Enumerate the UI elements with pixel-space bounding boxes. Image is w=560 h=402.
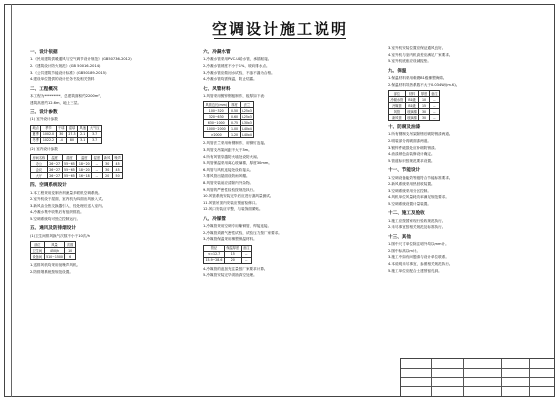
table-cell: 26~27 (49, 161, 61, 166)
table-cell: 1022.2 (42, 138, 55, 143)
table-cell: 0.50 (230, 108, 239, 113)
note-line: 1.送排风机均采用低噪声风机。 (30, 263, 81, 268)
note-line: 3.风管支吊架间距不大于3m。 (203, 148, 252, 152)
note-line: 2.风管法兰采用角钢制作，用铆钉连接。 (203, 141, 268, 146)
note-line: 2.保温材料导热系数不大于0.034W/(m.K)。 (388, 82, 460, 87)
section-heading: 八、冷媒管 (203, 216, 226, 222)
table-cell: 50 (112, 173, 122, 179)
note-line: 1.本工程采用变制冷剂流量多联机空调系统。 (30, 190, 102, 195)
table-cell: 450/h (44, 248, 65, 254)
table-cell: 厚度 (420, 91, 428, 96)
table-cell: 干球 (58, 126, 65, 131)
note-line: 10.风管系统安装完毕后应进行漏风量测试。 (203, 194, 274, 199)
table-cell: 30 (56, 131, 66, 137)
table-cell: 15.9~28.6 (205, 258, 223, 263)
note-line: 4.油漆颜色由装修设计确定。 (388, 152, 435, 157)
table-cell: <=12.7 (204, 251, 225, 257)
table-row (31, 137, 102, 143)
table-cell: 27.3 (68, 132, 76, 137)
table-cell: B1级 (405, 97, 419, 103)
table-cell: 玻璃棉 (407, 115, 417, 120)
table-cell: 30 (102, 167, 112, 173)
table-cell: 0.60 (230, 114, 239, 119)
table-cell: 大厅 (31, 173, 48, 179)
table-cell: 冷凝水管 (390, 97, 404, 102)
note-line: 5.风管保温采用离心玻璃棉，厚度30mm。 (203, 161, 272, 166)
note-line: 3.施工中如有问题请与设计单位联系。 (388, 255, 449, 260)
note-line: 2.未尽事宜按相关规范及标准执行。 (388, 225, 446, 230)
table-row (31, 173, 123, 179)
note-line: 1.施工应按国家现行验收规范执行。 (388, 218, 446, 223)
title-block (400, 358, 555, 397)
section-heading: 五、通风及防排烟设计 (30, 226, 76, 232)
table-cell: 湿度 (93, 155, 101, 160)
table-cell: 冬季 (32, 138, 39, 143)
table-cell: 3.7 (88, 131, 102, 137)
binding-margin (4, 4, 12, 397)
section-heading: 十三、其他 (388, 234, 411, 240)
note-line: 4.所有风管穿越防火墙处设防火阀。 (203, 154, 261, 159)
note-line: 2.防排烟系统按规范设置。 (30, 269, 73, 274)
section-heading: 三、设计参数 (30, 110, 58, 115)
note-line: 4.冷凝水管均需保温，防止结露。 (203, 77, 257, 82)
spec-table (30, 125, 102, 144)
title-block-divider (501, 359, 502, 396)
table-cell: 卫生间 (32, 248, 43, 253)
table-cell: 30 (419, 109, 429, 115)
note-line: 1.冷凝水管采用PVC-U给水管，承插粘接。 (203, 57, 272, 62)
note-line: 4.风机单位风量耗功率满足规范要求。 (388, 195, 449, 200)
table-cell: 3.7 (88, 137, 102, 143)
table-cell: 1.00 (230, 126, 239, 131)
note-line: 2.冷媒管须做气密性试验，试验压力按厂家要求。 (203, 230, 282, 235)
table-cell: 80 (66, 137, 77, 143)
table-cell: L30x3 (242, 120, 252, 125)
note-line: 12.风口安装应平整，与装饰面紧贴。 (203, 207, 263, 212)
note-line: 2.冷凝水管坡度不小于1%，坡向排水点。 (203, 64, 270, 68)
table-cell: 16~18 (78, 173, 90, 178)
table-cell: 办公 (31, 161, 48, 167)
table-cell: 0.75 (230, 120, 239, 125)
note-line: 5.施工单位应配合土建预留孔洞。 (388, 268, 442, 273)
section-heading: 四、空调系统设计 (30, 183, 67, 189)
table-cell: >2000 (204, 132, 229, 138)
note-line: 3.室外机安装位置应保证通风良好。 (388, 46, 446, 50)
table-cell: 100~320 (204, 108, 229, 114)
table-cell: 510~1500 (46, 254, 63, 259)
table-cell: 部位 (31, 242, 45, 248)
notes-column-3 (388, 46, 548, 275)
table-cell: L25x3 (242, 108, 252, 113)
table-cell: -- (241, 257, 251, 263)
table-row (389, 115, 440, 121)
title-block-rule (401, 386, 554, 387)
note-line: 5.空调系统设置计量装置。 (388, 201, 431, 206)
table-cell: 冷媒管 (389, 103, 406, 109)
table-cell: 季节 (41, 125, 56, 131)
table-row (204, 132, 254, 138)
note-line: 5.室外机底座应设减振垫。 (388, 59, 431, 64)
section-heading: 九、保温 (388, 68, 407, 74)
table-cell: 风管边长(mm) (205, 102, 227, 107)
table-cell: 10 (65, 248, 75, 254)
table-cell: 噪声 (114, 155, 121, 160)
table-cell: 55~65 (64, 173, 75, 178)
note-line: 2.《建筑设计防火规范》(GB 50016-2014) (30, 64, 101, 68)
spec-table (388, 90, 440, 121)
spec-table (203, 101, 254, 138)
title-block-rule (401, 377, 554, 378)
table-cell: 风速 (79, 126, 86, 131)
table-cell: 30 (419, 115, 429, 121)
note-line: 4.本说明未尽事宜，参照相关规范执行。 (388, 261, 453, 266)
table-cell: 温度 (47, 155, 62, 161)
note-line: 1.《民用建筑供暖通风与空气调节设计规范》(GB50736-2012) (30, 57, 132, 62)
table-cell: 备注 (243, 246, 250, 251)
note-line: 1.保温材料采用难燃B1级橡塑海绵。 (388, 76, 447, 80)
table-cell: 管径 (204, 245, 225, 251)
table-cell: 法兰 (240, 102, 254, 108)
note-line: 本工程为*********，总建筑面积约2200m²， (30, 94, 104, 98)
table-cell: 26~27 (49, 167, 61, 172)
table-cell: 湿度 (62, 155, 77, 161)
table-cell: 45 (112, 167, 122, 173)
spec-table (203, 245, 252, 264)
table-cell: 30 (102, 161, 112, 167)
table-cell: 55~65 (64, 167, 75, 172)
note-line: 9.风管的严密性检验按规范执行。 (203, 187, 257, 192)
note-line: 3.《公共建筑节能设计标准》(GB50189-2015) (30, 70, 107, 75)
table-cell: -4 (56, 137, 66, 143)
table-cell: 10 (419, 97, 429, 103)
table-cell: -- (429, 115, 439, 121)
table-cell: 320~630 (204, 114, 229, 120)
table-cell: L40x4 (242, 132, 252, 137)
note-line: (2) 室内设计参数 (30, 146, 58, 151)
table-cell: 设备间 (32, 254, 43, 259)
table-cell: 风量 (44, 242, 65, 248)
notes-column-2 (203, 46, 353, 280)
table-cell: -- (429, 109, 439, 115)
table-cell: 18~20 (78, 167, 90, 172)
note-line: 4.建设单位提供的设计任务书及相关资料 (30, 77, 95, 82)
table-cell: 新风 (104, 155, 111, 160)
table-cell: 15 (419, 103, 429, 109)
table-cell: 6 (65, 254, 75, 260)
section-heading: 十、防腐及油漆 (388, 125, 421, 130)
note-line: 3.镀锌件破损处应补刷防锈漆。 (388, 145, 439, 150)
note-line: 11.风管吊顶内安装应预留检修口。 (203, 200, 260, 205)
title-block-divider (431, 359, 432, 396)
note-line: 1.冷媒管采用空调专用紫铜管，焊接连接。 (203, 224, 272, 229)
table-cell: -- (92, 173, 102, 179)
table-cell: 材料 (405, 91, 419, 97)
section-heading: 十一、节能设计 (388, 168, 421, 174)
spec-table (30, 241, 76, 260)
table-cell: 保温厚度 (226, 246, 240, 251)
table-cell: 玻璃棉 (407, 109, 417, 114)
note-line: 3.冷凝水管应做闭水试验，不渗不漏为合格。 (203, 70, 275, 75)
note-line: 7.排风管出屋面设防雨风帽。 (203, 174, 250, 179)
table-cell: 厚度 (229, 102, 240, 108)
table-cell: 备注 (431, 91, 438, 96)
table-cell: 1.20 (230, 132, 239, 137)
section-heading: 二、工程概况 (30, 86, 58, 92)
section-heading: 六、冷凝水管 (203, 50, 231, 55)
note-line: 5.冷媒管安装完毕须抽真空处理。 (203, 273, 257, 278)
table-cell: 55~65 (64, 161, 75, 166)
notes-column-1 (30, 46, 168, 276)
table-cell: L40x4 (242, 126, 252, 131)
section-heading: 七、风管材料 (203, 86, 231, 92)
note-line: 1.风管采用镀锌钢板制作，板厚如下表： (203, 94, 268, 98)
page-title: 空调设计施工说明 (211, 20, 348, 38)
note-line: 4.冷媒管的追加充注量按厂家要求计算。 (203, 266, 268, 271)
table-cell: -- (92, 161, 102, 167)
table-cell: -- (429, 97, 439, 103)
note-line: 5.管道标识按规范要求设置。 (388, 158, 435, 163)
title-block-divider (529, 359, 530, 396)
title-underline (214, 38, 346, 39)
note-line: 3.新风由全热交换器引入，经处理后送入室内。 (30, 203, 106, 208)
table-cell: 风管 (389, 109, 406, 115)
note-line: 2.明装部分再刷面漆两道。 (388, 139, 431, 143)
table-cell: 1002.0 (42, 132, 55, 137)
title-block-rule (401, 368, 554, 369)
note-line: 建筑高度约12.6m，地上三层。 (30, 100, 82, 105)
note-line: 2.室外机设于屋面，室内机为四面出风嵌入式。 (30, 197, 106, 202)
note-line: 3.冷媒管保温采用橡塑保温材料。 (203, 237, 257, 242)
table-row (31, 254, 76, 260)
section-heading: 一、设计依据 (30, 50, 58, 55)
note-line: (1)卫生间排风换气次数不小于10次/h (30, 233, 90, 238)
table-cell: -- (241, 251, 251, 257)
table-cell: -- (429, 103, 439, 109)
table-cell: 湿球 (66, 125, 77, 131)
table-cell: 地点 (32, 126, 39, 131)
section-heading: 十二、施工及验收 (388, 211, 425, 217)
table-cell: 大气压 (89, 126, 100, 131)
note-line: 2.图中标高以m计。 (388, 248, 421, 253)
table-cell: 夏季 (32, 132, 39, 137)
note-line: 2.新风系统采用热回收装置。 (388, 182, 435, 187)
table-cell: 房间名称 (32, 155, 46, 160)
table-cell: 630~1000 (204, 120, 229, 126)
table-cell: 温度 (77, 155, 92, 161)
note-line: 1.所有钢制支吊架除锈后刷防锈漆两道。 (388, 132, 453, 137)
table-row (204, 257, 252, 263)
note-line: 5.空调系统均可独立控制运行。 (30, 217, 81, 221)
table-cell: 26~27 (49, 173, 61, 178)
note-line: 8.风管安装前应清除内外杂物。 (203, 180, 254, 185)
note-line: 1.空调设备能效等级符合节能标准要求。 (388, 175, 453, 180)
table-cell: 新风管 (389, 115, 406, 121)
table-cell: 2.1 (78, 131, 88, 137)
note-line: 3.空调系统采用分区控制。 (388, 188, 431, 193)
spec-table (30, 154, 123, 179)
table-cell: 20 (102, 173, 112, 179)
note-line: 4.冷凝水集中收集后有组织排放。 (30, 210, 84, 215)
table-cell: 20 (224, 257, 241, 263)
note-line: (1) 室外设计参数 (30, 117, 58, 122)
table-cell: 3.1 (78, 137, 88, 143)
table-cell: 次数 (66, 242, 74, 247)
title-block-divider (463, 359, 464, 396)
table-cell: 会议 (31, 167, 48, 173)
table-cell: 18~20 (78, 161, 90, 166)
table-cell: B1级 (405, 103, 419, 109)
table-cell: 45 (112, 161, 122, 167)
note-line: 4.室外机与室内机高差应满足厂家要求。 (388, 52, 453, 57)
note-line: 6.风管与风机连接处设软接头。 (203, 167, 254, 172)
table-cell: 15 (224, 251, 241, 257)
table-cell: -- (92, 167, 102, 173)
table-cell: 1000~2000 (204, 126, 229, 132)
note-line: 1.图中尺寸单位除注明外均以mm计。 (388, 242, 449, 247)
table-cell: L25x3 (242, 114, 252, 119)
table-cell: 部位 (389, 91, 406, 97)
